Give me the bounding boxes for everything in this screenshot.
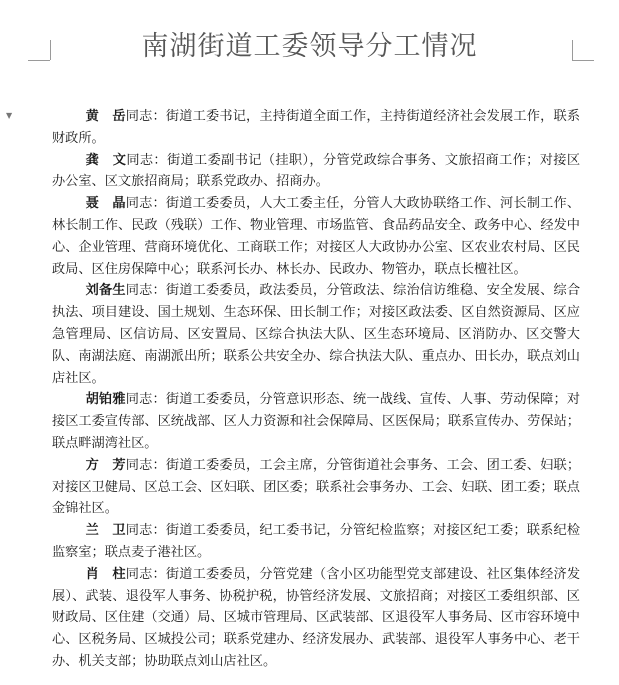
leader-name: 刘备生 <box>85 283 126 299</box>
leader-name: 龚 文 <box>85 152 127 168</box>
duty-text: 同志：街道工委委员，政法委员，分管政法、综治信访维稳、安全发展、综合执法、项目建设、国土规划、生态环保、田长制工作；对接区政法委、区自然资源局、区应急管理局、区信访局、区安置局、区综合执法大队、区生态环境局、区消防办、区交警大队、南湖法庭、南湖派出所；联系公共安全办、综合执法大队、重点办、田长办，联点刘山店社区。 <box>52 283 581 386</box>
duty-paragraph <box>52 150 580 194</box>
duty-text: 同志：街道工委委员，分管意识形态、统一战线、宣传、人事、劳动保障；对接区工委宣传部、区统战部、区人力资源和社会保障局、区医保局；联系宣传办、劳保站；联点畔湖湾社区。 <box>52 392 581 451</box>
duty-paragraph <box>52 389 580 454</box>
duty-text: 同志：街道工委委员，工会主席，分管街道社会事务、工会、团工委、妇联；对接区卫健局、区总工会、区妇联、团区委；联系社会事务办、工会、妇联、团工委；联点金锦社区。 <box>52 457 581 517</box>
duty-text: 同志：街道工委副书记（挂职），分管党政综合事务、文旅招商工作；对接区办公室、区文旅招商局；联系党政办、招商办。 <box>52 152 581 190</box>
document-body <box>52 106 580 673</box>
duty-paragraph <box>52 193 580 280</box>
leader-name: 肖 柱 <box>85 566 126 582</box>
leader-name: 方 芳 <box>85 457 126 473</box>
leader-name: 聂 晶 <box>85 196 126 212</box>
duty-text: 同志：街道工委书记，主持街道全面工作，主持街道经济社会发展工作，联系财政所。 <box>52 109 581 146</box>
duty-text: 同志：街道工委委员，分管党建（含小区功能型党支部建设、社区集体经济发展）、武装、退役军人事务、协税护税，协管经济发展、文旅招商；对接区工委组织部、区财政局、区住建（交通）局、区城市管理局、区武装部、区退役军人事务局、区市容环境中心、区税务局、区城投公司；联系党建办、经济发展办、武装部、退役军人事务中心、老干办、机关支部；协助联点刘山店社区。 <box>52 566 581 669</box>
leader-name: 胡铂雅 <box>85 392 126 408</box>
collapse-arrow-icon[interactable]: ▼ <box>6 111 13 120</box>
leader-name: 兰 卫 <box>85 523 126 539</box>
duty-paragraph <box>52 520 580 564</box>
duty-paragraph <box>52 564 580 673</box>
duty-paragraph <box>52 455 580 520</box>
leader-name: 黄 岳 <box>85 109 126 124</box>
duty-paragraph <box>52 106 580 150</box>
duty-text: 同志：街道工委委员，人大工委主任，分管人大政协联络工作、河长制工作、林长制工作、民政（残联）工作、物业管理、市场监管、食品药品安全、政务中心、经发中心、企业管理、营商环境优化、工商联工作；对接区人大政协办公室、区农业农村局、区民政局、区住房保障中心；联系河长办、林长办、民政办、物管办，联点长檀社区。 <box>52 196 581 277</box>
document-title: 南湖街道工委领导分工情况 <box>141 31 478 62</box>
duty-paragraph <box>52 280 580 389</box>
duty-text: 同志：街道工委委员，纪工委书记，分管纪检监察；对接区纪工委；联系纪检监察室；联点麦子港社区。 <box>52 523 581 560</box>
